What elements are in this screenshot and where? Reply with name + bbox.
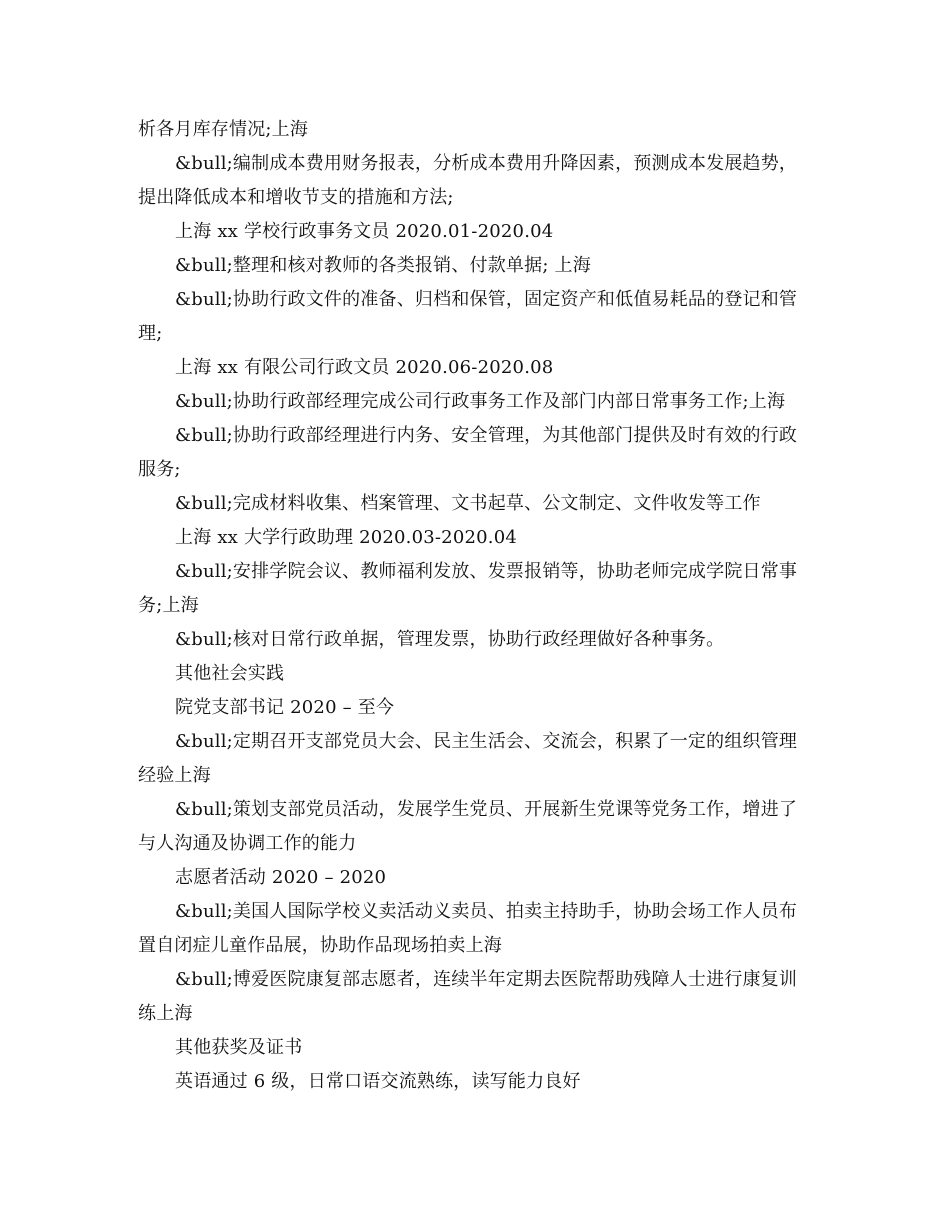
text-line: &bull;协助行政部经理完成公司行政事务工作及部门内部日常事务工作;上海	[175, 391, 786, 412]
text-line: &bull;编制成本费用财务报表，分析成本费用升降因素，预测成本发展趋势，	[175, 153, 798, 174]
text-line: 院党支部书记 2020 – 至今	[175, 697, 395, 718]
text-line: 置自闭症儿童作品展，协助作品现场拍卖上海	[138, 935, 502, 956]
text-line: 与人沟通及协调工作的能力	[138, 833, 357, 854]
text-line: 经验上海	[138, 765, 211, 786]
text-line: &bull;安排学院会议、教师福利发放、发票报销等，协助老师完成学院日常事	[175, 561, 798, 582]
text-line: 理;	[138, 323, 163, 344]
text-line: 英语通过 6 级，日常口语交流熟练，读写能力良好	[175, 1071, 581, 1092]
text-line: &bull;定期召开支部党员大会、民主生活会、交流会，积累了一定的组织管理	[175, 731, 798, 752]
text-line: 提出降低成本和增收节支的措施和方法;	[138, 187, 454, 208]
document-body	[138, 113, 818, 1099]
text-line: 服务;	[138, 459, 181, 480]
text-line: &bull;整理和核对教师的各类报销、付款单据; 上海	[175, 255, 591, 276]
text-line: &bull;博爱医院康复部志愿者，连续半年定期去医院帮助残障人士进行康复训	[175, 969, 798, 990]
text-line: 上海 xx 大学行政助理 2020.03-2020.04	[175, 527, 518, 548]
text-line: &bull;美国人国际学校义卖活动义卖员、拍卖主持助手，协助会场工作人员布	[175, 901, 798, 922]
text-line: &bull;策划支部党员活动，发展学生党员、开展新生党课等党务工作，增进了	[175, 799, 798, 820]
text-line: 其他社会实践	[175, 663, 285, 684]
text-line: &bull;协助行政文件的准备、归档和保管，固定资产和低值易耗品的登记和管	[175, 289, 798, 310]
text-line: &bull;核对日常行政单据，管理发票，协助行政经理做好各种事务。	[175, 629, 725, 650]
text-line: 析各月库存情况;上海	[138, 119, 309, 140]
text-line: 志愿者活动 2020 – 2020	[175, 867, 387, 888]
text-line: 其他获奖及证书	[175, 1037, 303, 1058]
text-line: &bull;协助行政部经理进行内务、安全管理，为其他部门提供及时有效的行政	[175, 425, 798, 446]
text-line: 练上海	[138, 1003, 193, 1024]
text-line: 务;上海	[138, 595, 199, 616]
text-line: 上海 xx 学校行政事务文员 2020.01-2020.04	[175, 221, 554, 242]
text-line: 上海 xx 有限公司行政文员 2020.06-2020.08	[175, 357, 554, 378]
text-line: &bull;完成材料收集、档案管理、文书起草、公文制定、文件收发等工作	[175, 493, 761, 514]
